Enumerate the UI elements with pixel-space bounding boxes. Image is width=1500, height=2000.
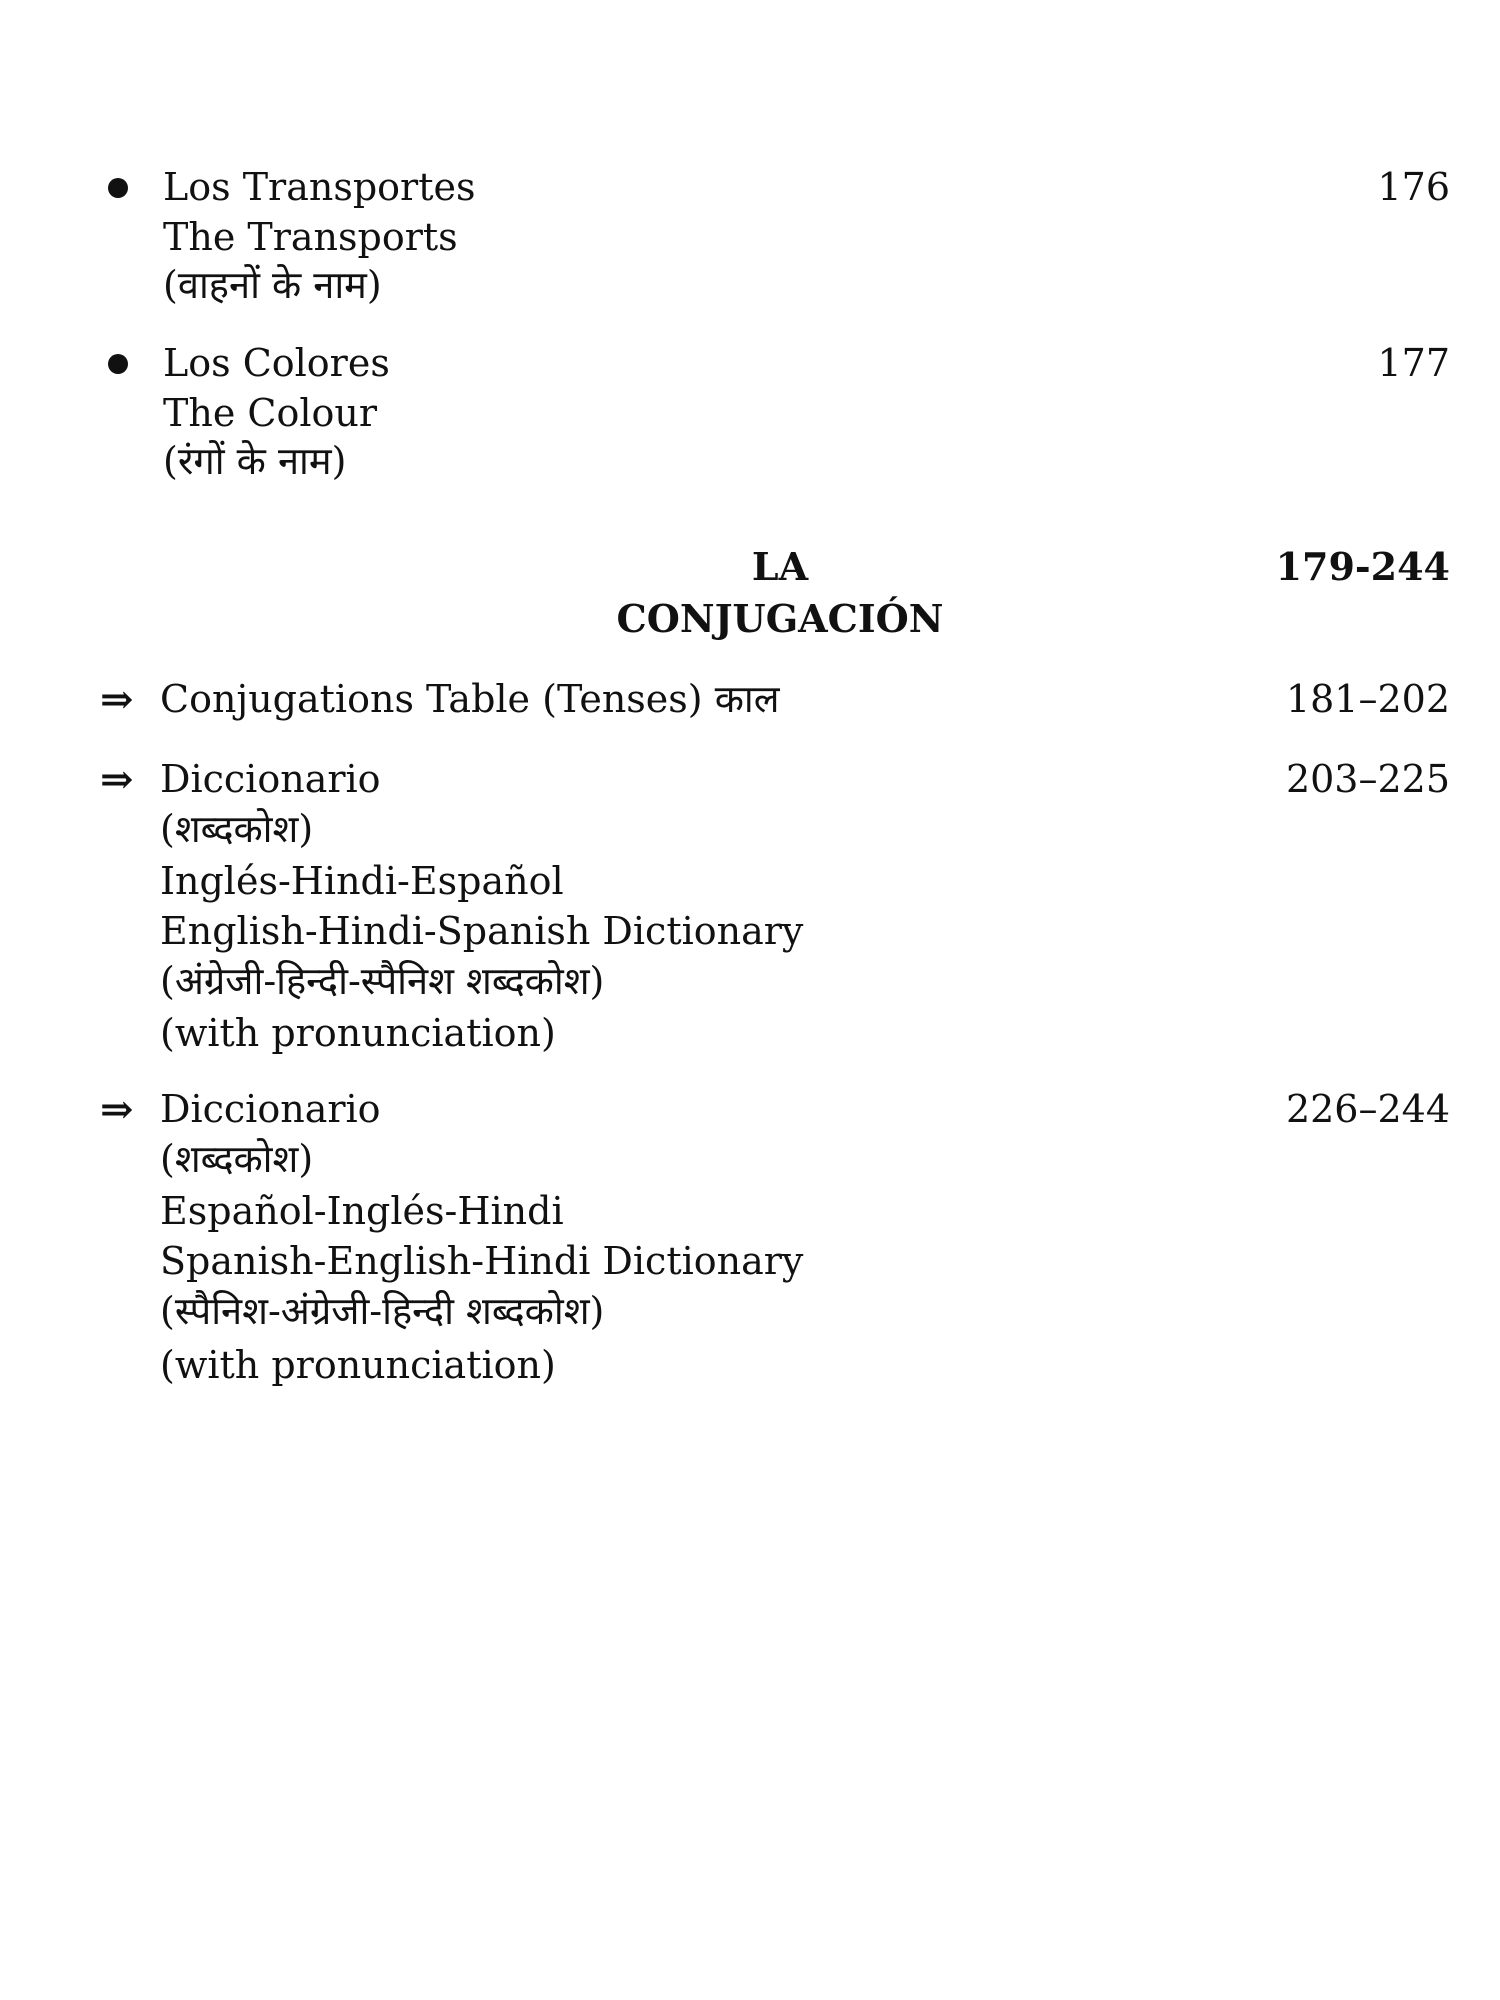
- section-page-range: 179-244: [1275, 544, 1450, 589]
- entry-subtitle: The Colour: [163, 391, 378, 435]
- item-hindi-label: (शब्दकोश): [160, 1137, 314, 1181]
- bullet-icon: [108, 178, 128, 198]
- item-hindi-label: (शब्दकोश): [160, 807, 314, 851]
- item-hindi-description: (स्पैनिश-अंग्रेजी-हिन्दी शब्दकोश): [160, 1289, 605, 1333]
- entry-page-number: 177: [1377, 341, 1450, 385]
- entry-title: Los Transportes: [163, 165, 476, 209]
- entry-page-number: 176: [1377, 165, 1450, 209]
- item-page-range: 203–225: [1285, 757, 1450, 801]
- item-title: Diccionario: [160, 1087, 381, 1131]
- item-title: Diccionario: [160, 757, 381, 801]
- item-note: (with pronunciation): [160, 1011, 556, 1055]
- item-languages: Inglés-Hindi-Español: [160, 859, 564, 903]
- entry-title: Los Colores: [163, 341, 390, 385]
- item-description: Spanish-English-Hindi Dictionary: [160, 1239, 804, 1283]
- entry-hindi: (रंगों के नाम): [163, 439, 347, 483]
- entry-hindi: (वाहनों के नाम): [163, 263, 382, 307]
- item-page-range: 226–244: [1285, 1087, 1450, 1131]
- arrow-icon: ⇒: [100, 676, 134, 723]
- item-note: (with pronunciation): [160, 1343, 556, 1387]
- item-hindi-description: (अंग्रेजी-हिन्दी-स्पैनिश शब्दकोश): [160, 959, 605, 1003]
- arrow-icon: ⇒: [100, 1086, 134, 1133]
- section-title-line1: LA: [751, 544, 809, 589]
- entry-subtitle: The Transports: [163, 215, 458, 259]
- item-title: Conjugations Table (Tenses) काल: [160, 677, 780, 721]
- section-title-line2: CONJUGACIÓN: [616, 596, 944, 641]
- arrow-icon: ⇒: [100, 756, 134, 803]
- item-page-range: 181–202: [1285, 677, 1450, 721]
- item-description: English-Hindi-Spanish Dictionary: [160, 909, 804, 953]
- bullet-icon: [108, 354, 128, 374]
- item-languages: Español-Inglés-Hindi: [160, 1189, 564, 1233]
